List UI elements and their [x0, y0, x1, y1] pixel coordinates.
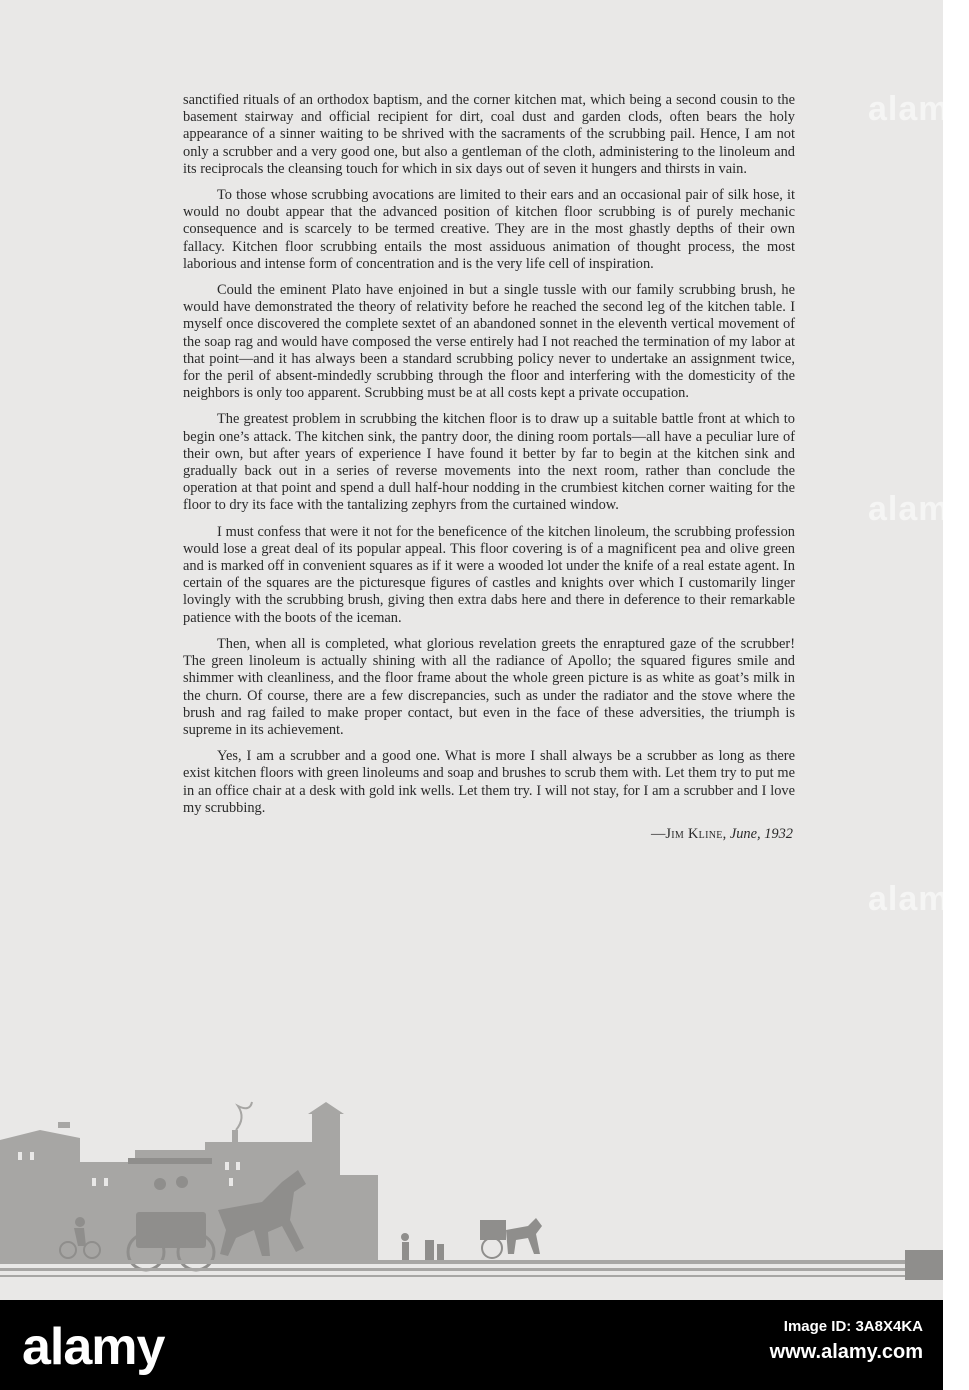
watermark-text: alamy — [868, 880, 969, 918]
small-horse-silhouette — [506, 1218, 542, 1254]
window — [30, 1152, 34, 1160]
window — [104, 1178, 108, 1186]
window — [236, 1162, 240, 1170]
passenger-head — [154, 1178, 166, 1190]
paragraph-6: Then, when all is completed, what glorious revelation greets the enraptured gaze of the scrubber! The green linoleum is actually shining with all the radiance of Apollo; the squared figures smile and shimmer with cleanliness, and the floor frame about the whole green picture is as white as goat’s milk in the churn. Of course, there are a few discrepancies, such as under the radiator and the stove where the brush and rag failed to make proper contact, but even in the face of these adversities, the triumph is supreme in its achievement. — [183, 635, 795, 738]
street-scene-illustration — [0, 1100, 943, 1300]
author-signature: —Jim Kline, June, 1932 — [650, 825, 793, 842]
small-carriage-body — [480, 1220, 506, 1240]
carriage-body — [136, 1212, 206, 1248]
pedestrian-head — [401, 1233, 409, 1241]
window — [18, 1152, 22, 1160]
street-stripe — [0, 1268, 943, 1271]
stock-footer-bar — [0, 1300, 943, 1390]
author-name: Jim Kline — [665, 825, 723, 842]
street-stripe — [0, 1275, 943, 1277]
site-url: www.alamy.com — [769, 1341, 923, 1363]
building-block — [330, 1175, 378, 1260]
paragraph-2: To those whose scrubbing avocations are limited to their ears and an occasional pair of silk hose, it would no doubt appear that the advanced position of kitchen floor scrubbing is of purely mechanic consequence and is scarcely to be termed creative. They are in the most ghastly depths of their own fallacy. Kitchen floor scrubbing entails the most assiduous animation of thought process, the most laborious and intense form of concentration and is the very life cell of inspiration. — [183, 187, 795, 272]
chimney-smoke — [236, 1102, 252, 1130]
image-id-label: Image ID: 3A8X4KA — [783, 1318, 923, 1335]
window — [229, 1178, 233, 1186]
street-stripe — [0, 1260, 943, 1264]
cyclist-head — [75, 1217, 85, 1227]
pedestrian-figure — [425, 1240, 434, 1260]
paragraph-7: Yes, I am a scrubber and a good one. What is more I shall always be a scrubber as long as there exist kitchen floors with green linoleums and soap and brushes to scrub them with. Let them try to put me in an office chair at a desk with gold ink wells. Let them try. I will not stay, for I am a scrubber and I love my scrubbing. — [183, 748, 795, 816]
watermark-text: alamy — [868, 90, 969, 128]
left-building-flag — [58, 1122, 70, 1128]
window — [92, 1178, 96, 1186]
pedestrian-figure — [437, 1244, 444, 1260]
building-block — [40, 1162, 135, 1260]
alamy-logo: alamy — [22, 1318, 165, 1376]
carriage-canopy — [128, 1158, 212, 1164]
pedestrian-figure — [402, 1242, 409, 1260]
window — [225, 1162, 229, 1170]
essay-article — [183, 92, 795, 843]
small-carriage-wheel — [482, 1238, 502, 1258]
street-stripe — [905, 1250, 943, 1280]
passenger-head — [176, 1176, 188, 1188]
chimney — [232, 1130, 238, 1144]
signature-date: June, 1932 — [729, 825, 793, 842]
tower-roof — [308, 1102, 344, 1114]
signature-dash: — — [650, 825, 666, 842]
watermark-text: alamy — [868, 490, 969, 528]
paragraph-1: sanctified rituals of an orthodox baptism, and the corner kitchen mat, which being a second cousin to the basement stairway and official recipient for dirt, coal dust and garden clods, often bears the holy appearance of a sinner waiting to be shrived with the sacraments of the scrubbing pail. Hence, I am not only a scrubber and a very good one, but also a gentleman of the cloth, administering to the linoleum and its reciprocals the cleansing touch for which in six days out of seven it hungers and thirsts in vain. — [183, 92, 795, 177]
paragraph-5: I must confess that were it not for the beneficence of the kitchen linoleum, the scrubbing profession would lose a great deal of its popular appeal. This floor covering is of a magnificent pea and olive green and is marked off in convenient squares as if it were a wooded lot under the knife of a real estate agent. In certain of the squares are the picturesque figures of castles and knights over which I customarily linger lovingly with the scrubbing brush, giving then extra dabs here and there in deference to their remarkable patience with the boots of the iceman. — [183, 523, 795, 626]
footer-meta — [770, 1318, 923, 1364]
paragraph-3: Could the eminent Plato have enjoined in but a single tussle with our family scrubbing brush, he would have demonstrated the theory of relativity before he reached the second leg of the kitchen table. I myself once discovered the complete sextet of an abandoned sonnet in the eleventh vertical movement of the soap rag and would have composed the verse entirely had I not reached the termination of my labor at that point—and it has always been a standard scrubbing policy never to undertake an assignment twice, for the peril of absent-mindedly scrubbing through the floor and interfering with the domesticity of the neighbors is only too apparent. Scrubbing must be at all costs kept a private occupation. — [183, 282, 795, 402]
paragraph-4: The greatest problem in scrubbing the kitchen floor is to draw up a suitable battle front at which to begin one’s attack. The kitchen sink, the pantry door, the dining room portals—all have a peculiar lure of their own, but after years of experience I have found it better by far to begin at the kitchen sink and gradually back out in a series of reverse movements into the next room, rather than conclude the operation at that point and spend a dull half-hour nodding in the crumbiest kitchen corner waiting for the floor to dry its face with the tantalizing zephyrs from the curtained window. — [183, 411, 795, 514]
